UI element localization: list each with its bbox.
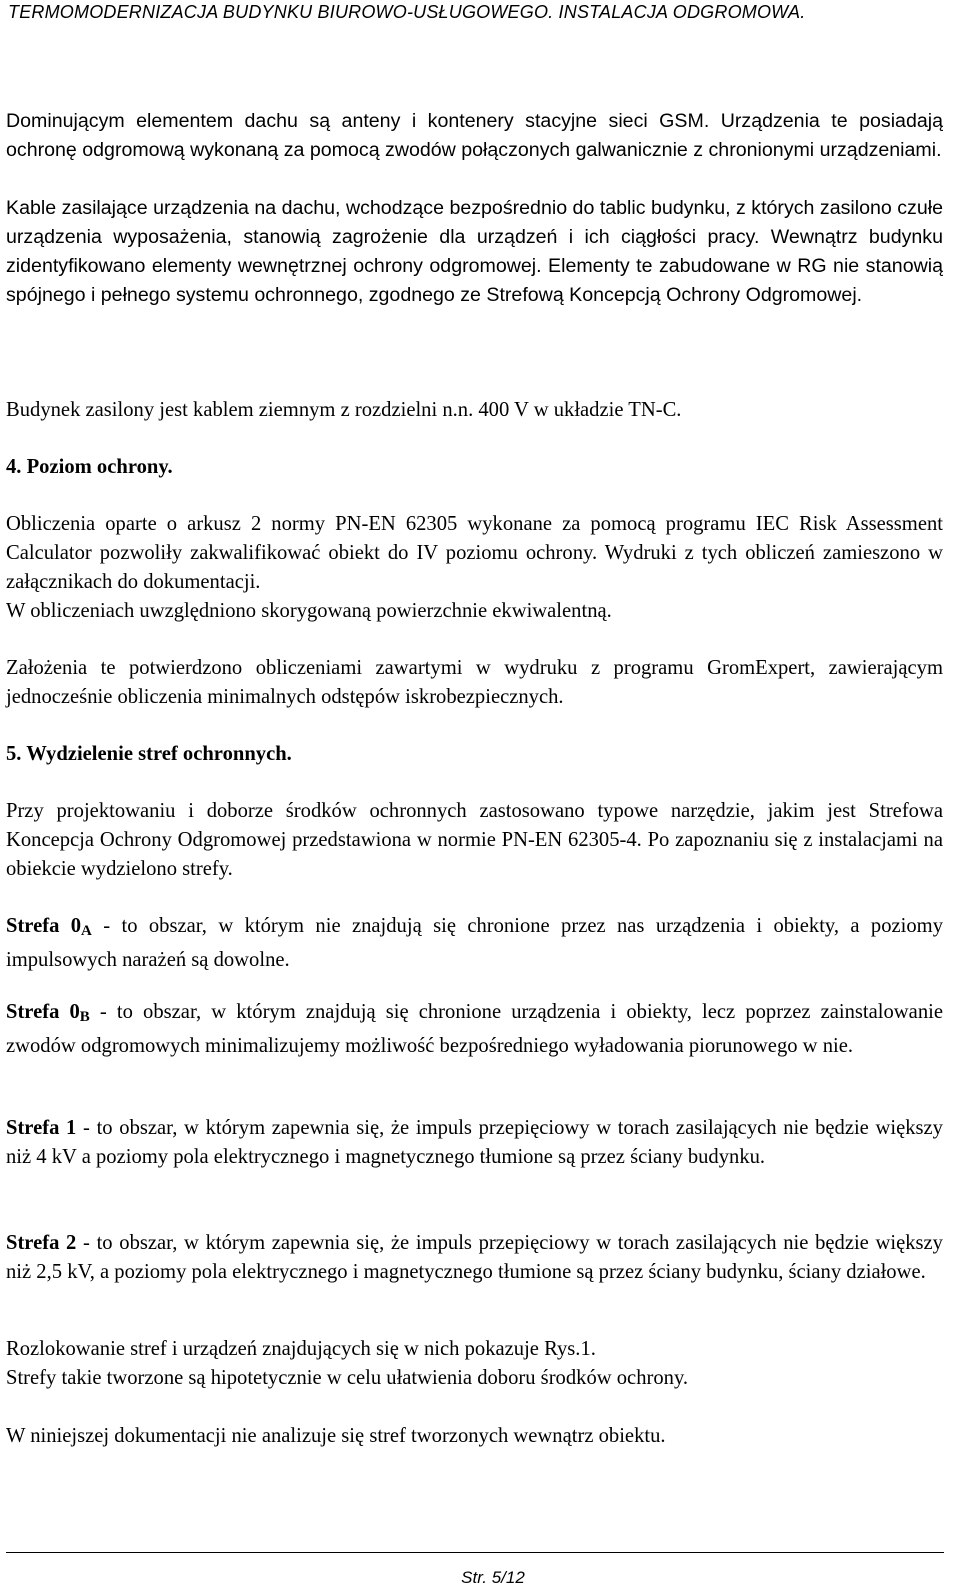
section-4-heading: 4. Poziom ochrony. [6, 456, 173, 478]
zone-1-paragraph [6, 1114, 943, 1172]
section-4-paragraph-2: W obliczeniach uwzględniono skorygowaną powierzchnie ekwiwalentną. [6, 600, 612, 622]
section-5-paragraph-3: W niniejszej dokumentacji nie analizuje się stref tworzonych wewnątrz obiektu. [6, 1425, 666, 1447]
zone-0a-subscript: A [81, 923, 92, 939]
zone-0b-name: Strefa 0 [6, 1001, 80, 1023]
zone-layout-note: Rozlokowanie stref i urządzeń znajdujących się w nich pokazuje Rys.1. [6, 1338, 596, 1360]
intro-paragraph-2: Kable zasilające urządzenia na dachu, wchodzące bezpośrednio do tablic budynku, z których zasilono czułe urządzenia wyposażenia, stanowią zagrożenie dla urządzeń i ich ciągłości pracy. Wewnątrz budynku zidentyfikowano elementy wewnętrznej ochrony odgromowej. Elementy te zabudowane w RG nie stanowią spójnego i pełnego systemu ochronnego, zgodnego ze Strefową Koncepcją Ochrony Odgromowej. [6, 197, 943, 306]
zone-1-text: - to obszar, w którym zapewnia się, że impuls przepięciowy w torach zasilających nie będzie większy niż 4 kV a poziomy pola elektrycznego i magnetycznego tłumione są przez ściany budynku. [6, 1117, 943, 1168]
zone-1-name: Strefa 1 [6, 1117, 77, 1139]
page-number: Str. 5/12 [461, 1568, 525, 1587]
zone-2-name: Strefa 2 [6, 1232, 77, 1254]
section-4-paragraph-3: Założenia te potwierdzono obliczeniami zawartymi w wydruku z programu GromExpert, zawierającym jednocześnie obliczenia minimalnych odstępów iskrobezpiecznych. [6, 657, 943, 708]
zone-0b-subscript: B [79, 1009, 90, 1025]
section-5-heading: 5. Wydzielenie stref ochronnych. [6, 743, 292, 765]
section-5-paragraph-2 [6, 1335, 943, 1393]
zone-hypothetical-note: Strefy takie tworzone są hipotetycznie w celu ułatwienia doboru środków ochrony. [6, 1367, 689, 1389]
zone-0a-paragraph [6, 912, 943, 975]
zone-0b-text: - to obszar, w którym znajdują się chronione urządzenia i obiekty, lecz poprzez zainstalowanie zwodów odgromowych minimalizujemy możliwość bezpośredniego wyładowania piorunowego w nie. [6, 1001, 943, 1057]
section-4-paragraph-1: Obliczenia oparte o arkusz 2 normy PN-EN 62305 wykonane za pomocą programu IEC Risk Assessment Calculator pozwoliły zakwalifikować obiekt do IV poziomu ochrony. Wydruki z tych obliczeń zamieszono w załącznikach do dokumentacji. [6, 513, 943, 593]
zone-2-text: - to obszar, w którym zapewnia się, że impuls przepięciowy w torach zasilających nie będzie większy niż 2,5 kV, a poziomy pola elektrycznego i magnetycznego tłumione są przez ściany budynku, ściany działowe. [6, 1232, 943, 1283]
section-5-paragraph-1: Przy projektowaniu i doborze środków ochronnych zastosowano typowe narzędzie, jakim jest Strefowa Koncepcja Ochrony Odgromowej przedstawiona w normie PN-EN 62305-4. Po zapoznaniu się z instalacjami na obiekcie wydzielono strefy. [6, 800, 943, 880]
zone-0a-name: Strefa 0 [6, 915, 82, 937]
zone-2-paragraph [6, 1229, 943, 1287]
zone-0a-text: - to obszar, w którym nie znajdują się chronione przez nas urządzenia i obiekty, a poziomy impulsowych narażeń są dowolne. [6, 915, 943, 971]
intro-paragraph-3: Budynek zasilony jest kablem ziemnym z rozdzielni n.n. 400 V w układzie TN-C. [6, 399, 682, 421]
intro-paragraph-1: Dominującym elementem dachu są anteny i kontenery stacyjne sieci GSM. Urządzenia te posiadają ochronę odgromową wykonaną za pomocą zwodów połączonych galwanicznie z chronionymi urządzeniami. [6, 110, 943, 161]
footer-divider [6, 1552, 944, 1553]
zone-0b-paragraph [6, 998, 943, 1061]
document-header: TERMOMODERNIZACJA BUDYNKU BIUROWO-USŁUGOWEGO. INSTALACJA ODGROMOWA. [8, 2, 806, 22]
